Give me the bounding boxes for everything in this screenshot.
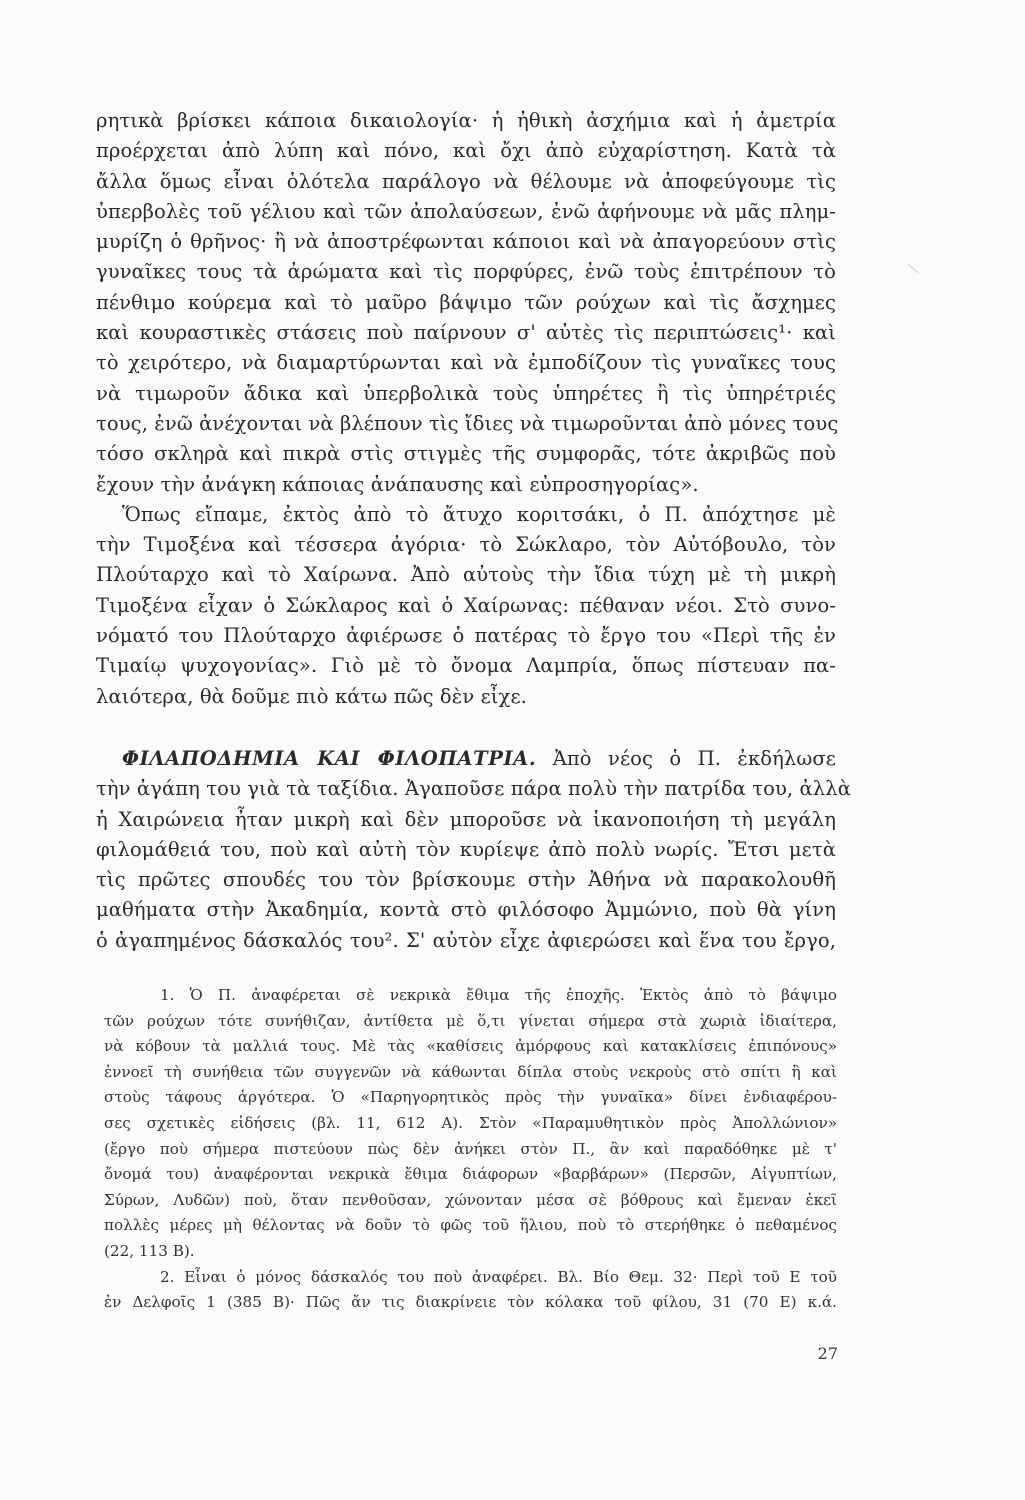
footnote-line: (ἔργο ποὺ σήμερα πιστεύουν πὼς δὲν ἀνήκει στὸν Π., ἂν καὶ παραδόθηκε μὲ τ' [104,1139,837,1158]
text-line: νὰ τιμωροῦν ἄδικα καὶ ὑπερβολικὰ τοὺς ὑπηρέτες ἢ τὶς ὑπηρέτριές [96,381,836,405]
footnote-line: ἐννοεῖ τὴ συνήθεια τῶν συγγενῶν νὰ κάθωνται δίπλα στοὺς νεκροὺς στὸ σπίτι ἢ καὶ [104,1062,837,1081]
text-line: μυρίζη ὁ θρῆνος· ἢ νὰ ἀποστρέφωνται κάποιοι καὶ νὰ ἀπαγορεύουν στὶς [96,230,836,254]
text-line: νόματό του Πλούταρχο ἀφιέρωσε ὁ πατέρας τὸ ἔργο του «Περὶ τῆς ἐν [96,624,836,648]
footnote-line: Σύρων, Λυδῶν) ποὺ, ὅταν πενθοῦσαν, χώνονταν μέσα σὲ βόθρους καὶ ἔμεναν ἐκεῖ [104,1190,837,1209]
text-line: ἄλλα ὅμως εἶναι ὁλότελα παράλογο νὰ θέλουμε νὰ ἀποφεύγουμε τὶς [96,169,836,193]
text-line: ἔχουν τὴν ἀνάγκη κάποιας ἀνάπαυσης καὶ εὐπροσηγορίας». [96,472,699,496]
text-line: πένθιμο κούρεμα καὶ τὸ μαῦρο βάψιμο τῶν ρούχων καὶ τὶς ἄσχημες [96,290,836,314]
footnote-line: πολλὲς μέρες μὴ θέλοντας νὰ δοῦν τὸ φῶς τοῦ ἥλιου, ποὺ τὸ στερήθηκε ὁ πεθαμένος [104,1216,837,1235]
footnote-line: στοὺς τάφους ἀργότερα. Ὁ «Παρηγορητικὸς πρὸς τὴν γυναῖκα» δίνει ἐνδιαφέρου- [104,1088,837,1107]
section-first-line [96,744,836,774]
footnote-line: τῶν ρούχων τότε συνήθιζαν, ἀντίθετα μὲ ὅ,τι γίνεται σήμερα στὰ χωριὰ ἰδιαίτερα, [104,1011,837,1030]
text-line: ὑπερβολὲς τοῦ γέλιου καὶ τῶν ἀπολαύσεων, ἐνῶ ἀφήνουμε νὰ μᾶς πλημ- [96,199,836,223]
text-line: Τιμοξένα εἶχαν ὁ Σώκλαρος καὶ ὁ Χαίρωνας: πέθαναν νέοι. Στὸ συνο- [96,593,836,617]
footnote-line: σες σχετικὲς εἰδήσεις (βλ. 11, 612 Α). Στὸν «Παραμυθητικὸν πρὸς Ἀπολλώνιον» [104,1113,837,1132]
page-mark [907,264,918,274]
page-number: 27 [817,1344,838,1363]
text-line: ἡ Χαιρώνεια ἦταν μικρὴ καὶ δὲν μποροῦσε νὰ ἱκανοποιήση τὴ μεγάλη [96,807,836,831]
text-line: καὶ κουραστικὲς στάσεις ποὺ παίρνουν σ' αὐτὲς τὶς περιπτώσεις¹· καὶ [96,321,836,345]
text-line: ρητικὰ βρίσκει κάποια δικαιολογία· ἡ ἠθικὴ ἀσχήμια καὶ ἡ ἀμετρία [96,109,836,132]
text-line: Τιμαίῳ ψυχογονίας». Γιὸ μὲ τὸ ὄνομα Λαμπρία, ὅπως πίστευαν πα- [96,654,836,678]
text-line: τὸ χειρότερο, νὰ διαμαρτύρωνται καὶ νὰ ἐμποδίζουν τὶς γυναῖκες τους [96,351,836,375]
footnote-line: 1. Ὁ Π. ἀναφέρεται σὲ νεκρικὰ ἔθιμα τῆς ἐποχῆς. Ἐκτὸς ἀπὸ τὸ βάψιμο [160,986,837,1004]
section-heading: ΦΙΛΑΠΟΔΗΜΙΑ ΚΑΙ ΦΙΛΟΠΑΤΡΙΑ. [122,746,537,770]
text-line: φιλομάθειά του, ποὺ καὶ αὐτὴ τὸν κυρίεψε ἀπὸ πολὺ νωρίς. Ἔτσι μετὰ [96,837,836,861]
footnote-line: 2. Εἶναι ὁ μόνος δάσκαλός του ποὺ ἀναφέρει. Βλ. Βίο Θεμ. 32· Περὶ τοῦ Ε τοῦ [160,1267,837,1286]
text-line: ὁ ἀγαπημένος δάσκαλός του². Σ' αὐτὸν εἶχε ἀφιερώσει καὶ ἕνα του ἔργο, [96,928,836,952]
text-line: τὴν ἀγάπη του γιὰ τὰ ταξίδια. Ἀγαποῦσε πάρα πολὺ τὴν πατρίδα του, ἀλλὰ [96,777,851,801]
section-first-line-text: Ἀπὸ νέος ὁ Π. ἐκδήλωσε [552,746,836,770]
text-line: μαθήματα στὴν Ἀκαδημία, κοντὰ στὸ φιλόσοφο Ἀμμώνιο, ποὺ θὰ γίνη [96,898,836,922]
text-line: τους, ἐνῶ ἀνέχονται νὰ βλέπουν τὶς ἴδιες νὰ τιμωροῦνται ἀπὸ μόνες τους [96,411,839,435]
text-line: τὴν Τιμοξένα καὶ τέσσερα ἀγόρια· τὸ Σώκλαρο, τὸν Αὐτόβουλο, τὸν [96,533,836,557]
text-line: τὶς πρῶτες σπουδές του τὸν βρίσκουμε στὴν Ἀθήνα νὰ παρακολουθῆ [96,868,836,892]
section-gap [96,712,836,744]
text-line: Ὅπως εἴπαμε, ἐκτὸς ἀπὸ τὸ ἄτυχο κοριτσάκι, ὁ Π. ἀπόχτησε μὲ [122,502,836,526]
text-line: Πλούταρχο καὶ τὸ Χαίρωνα. Ἀπὸ αὐτοὺς τὴν ἴδια τύχη μὲ τὴ μικρὴ [96,563,836,587]
text-line: γυναῖκες τους τὰ ἀρώματα καὶ τὶς πορφύρες, ἐνῶ τοὺς ἐπιτρέπουν τὸ [96,260,836,284]
text-line: λαιότερα, θὰ δοῦμε πιὸ κάτω πῶς δὲν εἶχε. [96,684,527,708]
body-text [96,106,851,956]
footnote-line: ὄνομά του) ἀναφέρονται νεκρικὰ ἔθιμα διάφορων «βαρβάρων» (Περσῶν, Αἰγυπτίων, [104,1165,837,1184]
footnotes [104,983,837,1316]
text-line: τόσο σκληρὰ καὶ πικρὰ στὶς στιγμὲς τῆς συμφορᾶς, τότε ἀκριβῶς ποὺ [96,442,836,466]
footnote-line: (22, 113 Β). [104,1241,195,1260]
footnote-line: ἐν Δελφοῖς 1 (385 Β)· Πῶς ἄν τις διακρίνειε τὸν κόλακα τοῦ φίλου, 31 (70 Ε) κ.ά. [104,1293,837,1312]
text-line: προέρχεται ἀπὸ λύπη καὶ πόνο, καὶ ὄχι ἀπὸ εὐχαρίστηση. Κατὰ τὰ [96,139,836,163]
footnote-line: νὰ κόβουν τὰ μαλλιά τους. Μὲ τὰς «καθίσεις ἀμόρφους καὶ κατακλίσεις ἐπιπόνους» [104,1037,837,1056]
